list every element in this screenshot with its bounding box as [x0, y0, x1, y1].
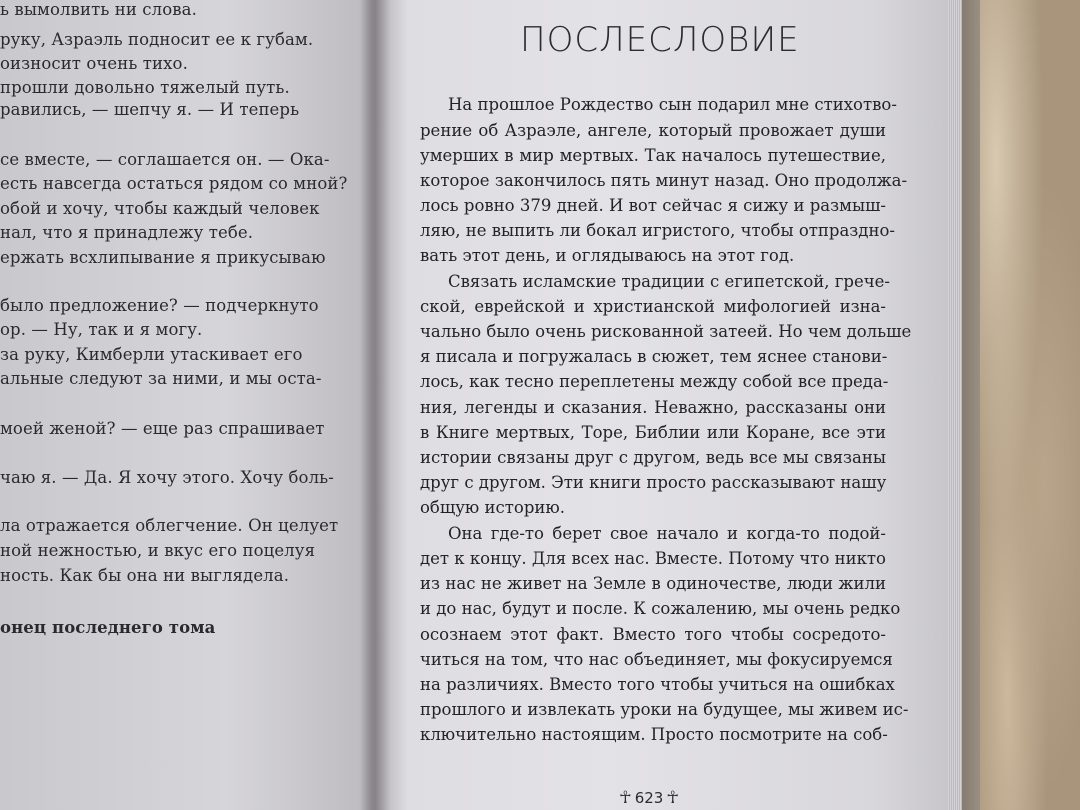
right-line-19: дет к концу. Для всех нас. Вместе. Потому что никто — [420, 549, 886, 568]
right-line-12: лось, как тесно переплетены между собой все преда- — [420, 372, 889, 391]
left-line-1: ь вымолвить ни слова. — [0, 0, 197, 19]
left-line-23: ной нежностью, и вкус его поцелуя — [0, 541, 316, 560]
left-line-8: есть навсегда остаться рядом со мной? — [0, 174, 348, 193]
right-line-24: на различиях. Вместо того чтобы учиться на ошибках — [420, 675, 895, 694]
left-line-15: за руку, Кимберли утаскивает его — [0, 345, 303, 364]
page-edges — [948, 0, 962, 810]
left-line-7: се вместе, — соглашается он. — Ока- — [0, 150, 330, 169]
page-number: 623 — [634, 789, 664, 807]
right-line-13: ния, легенды и сказания. Неважно, рассказаны они — [420, 398, 886, 417]
right-line-22: осознаем этот факт. Вместо того чтобы сосредото- — [420, 625, 886, 644]
right-line-2: рение об Азраэле, ангеле, который провожает души — [420, 121, 886, 140]
right-line-7: вать этот день, и оглядываюсь на этот год. — [420, 246, 795, 265]
ankh-left-icon: ☥ — [619, 788, 632, 808]
right-line-9: ской, еврейской и христианской мифологией изна- — [420, 297, 886, 316]
left-line-3: оизносит очень тихо. — [0, 54, 188, 73]
right-line-11: я писала и погружалась в сюжет, тем яснее станови- — [420, 347, 888, 366]
left-line-20: чаю я. — Да. Я хочу этого. Хочу боль- — [0, 468, 334, 487]
right-line-20: из нас не живет на Земле в одиночестве, люди жили — [420, 574, 886, 593]
left-line-16: альные следуют за ними, и мы оста- — [0, 369, 322, 388]
right-line-21: и до нас, будут и после. К сожалению, мы очень редко — [420, 599, 901, 618]
ankh-right-icon: ☥ — [666, 788, 680, 808]
right-line-4: которое закончилось пять минут назад. Оно продолжа- — [420, 171, 908, 190]
page-title: ПОСЛЕСЛОВИЕ — [520, 20, 800, 60]
right-line-17: общую историю. — [420, 498, 565, 517]
right-line-14: в Книге мертвых, Торе, Библии или Коране, все эти — [420, 423, 886, 442]
page-number-footer — [616, 788, 682, 808]
left-page — [0, 0, 378, 810]
right-line-23: читься на том, что нас объединяет, мы фокусируемся — [420, 650, 893, 669]
left-line-5: равились, — шепчу я. — И теперь — [0, 100, 300, 119]
left-line-13: было предложение? — подчеркнуто — [0, 296, 319, 315]
right-line-3: умерших в мир мертвых. Так началось путешествие, — [420, 146, 886, 165]
left-line-18: моей женой? — еще раз спрашивает — [0, 419, 325, 438]
left-line-24: ность. Как бы она ни выглядела. — [0, 566, 290, 585]
right-line-25: прошлого и извлекать уроки на будущее, мы живем ис- — [420, 700, 909, 719]
left-line-14: ор. — Ну, так и я могу. — [0, 320, 203, 339]
left-line-10: нал, что я принадлежу тебе. — [0, 223, 254, 242]
right-line-8: Связать исламские традиции с египетской, грече- — [448, 272, 890, 291]
left-line-22: ла отражается облегчение. Он целует — [0, 516, 339, 535]
right-line-10: чально было очень рискованной затеей. Но чем дольше — [420, 322, 912, 341]
right-line-18: Она где-то берет свое начало и когда-то подой- — [448, 524, 886, 543]
left-end-note: онец последнего тома — [0, 618, 216, 637]
right-page — [372, 0, 960, 810]
right-line-16: друг с другом. Эти книги просто рассказывают нашу — [420, 473, 887, 492]
right-line-5: лось ровно 379 дней. И вот сейчас я сижу и размыш- — [420, 196, 887, 215]
right-line-1: На прошлое Рождество сын подарил мне стихотво- — [448, 95, 897, 114]
left-line-2: руку, Азраэль подносит ее к губам. — [0, 30, 314, 49]
book-gutter — [360, 0, 390, 810]
left-line-9: обой и хочу, чтобы каждый человек — [0, 199, 320, 218]
left-line-4: прошли довольно тяжелый путь. — [0, 78, 290, 97]
right-line-6: ляю, не выпить ли бокал игристого, чтобы отпраздно- — [420, 221, 895, 240]
left-line-11: ержать всхлипывание я прикусываю — [0, 248, 326, 267]
right-line-15: истории связаны друг с другом, ведь все мы связаны — [420, 448, 886, 467]
right-line-26: ключительно настоящим. Просто посмотрите на соб- — [420, 725, 888, 744]
